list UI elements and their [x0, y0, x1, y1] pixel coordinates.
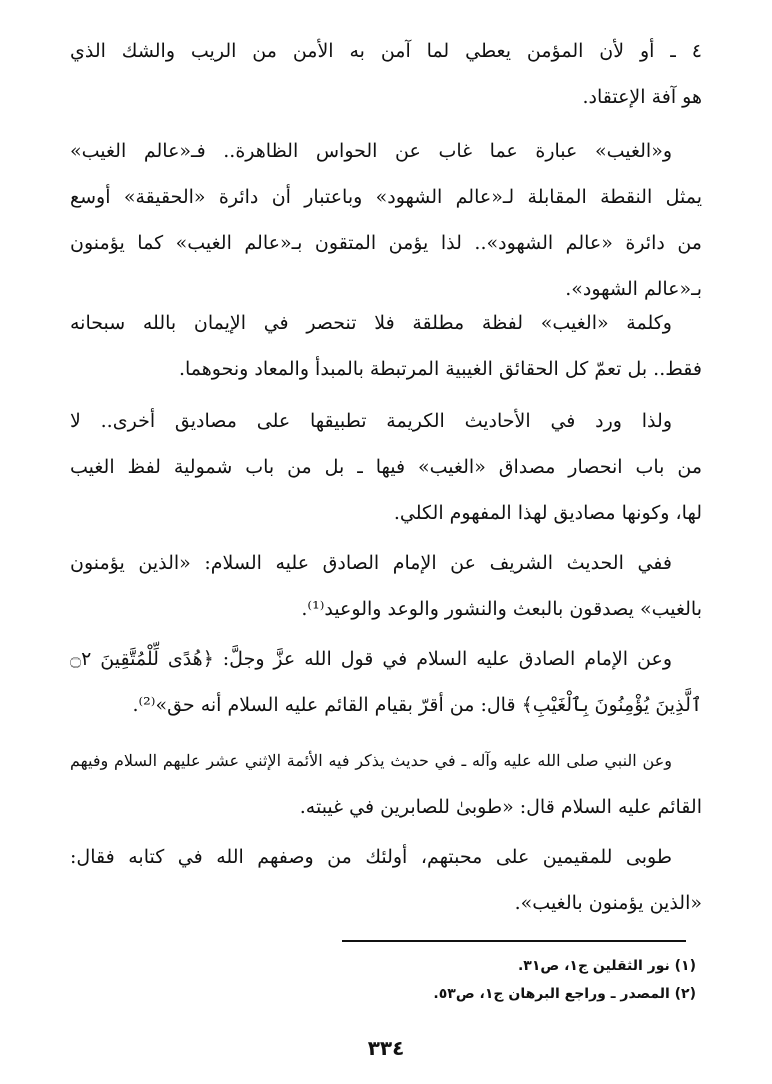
paragraph-line: «الذين يؤمنون بالغيب». — [514, 892, 702, 914]
paragraph-5 — [70, 540, 702, 632]
paragraph-line: ففي الحديث الشريف عن الإمام الصادق عليه السلام: «الذين يؤمنون — [70, 552, 672, 574]
paragraph-4 — [70, 398, 702, 536]
paragraph-line: ولذا ورد في الأحاديث الكريمة تطبيقها على مصاديق أخرى.. لا — [70, 410, 672, 432]
paragraph-1 — [70, 28, 702, 120]
paragraph-line: من دائرة «عالم الشهود».. لذا يؤمن المتقون بـ«عالم الغيب» كما يؤمنون — [70, 232, 702, 254]
paragraph-line: لها، وكونها مصاديق لهذا المفهوم الكلي. — [393, 502, 702, 524]
paragraph-line: من باب انحصار مصداق «الغيب» فيها ـ بل من باب شمولية لفظ الغيب — [70, 456, 702, 478]
page-number: ٣٣٤ — [367, 1036, 405, 1060]
paragraph-line: بـ«عالم الشهود». — [565, 278, 702, 300]
paragraph-line: وعن النبي صلى الله عليه وآله ـ في حديث يذكر فيه الأئمة الإثني عشر عليهم السلام وفيهم — [70, 751, 672, 770]
paragraph-line: ٱلَّذِينَ يُؤْمِنُونَ بِٱلْغَيْبِ﴾ قال: من أقرّ بقيام القائم عليه السلام أنه حق»⁽²⁾. — [132, 694, 702, 716]
paragraph-7 — [70, 738, 702, 830]
paragraph-line: طوبى للمقيمين على محبتهم، أولئك من وصفهم الله في كتابه فقال: — [70, 846, 672, 868]
footnote-divider — [342, 940, 686, 942]
paragraph-line: و«الغيب» عبارة عما غاب عن الحواس الظاهرة.. فـ«عالم الغيب» — [70, 140, 672, 162]
paragraph-line: هو آفة الإعتقاد. — [582, 86, 702, 108]
paragraph-line: فقط.. بل تعمّ كل الحقائق الغيبية المرتبطة بالمبدأ والمعاد ونحوهما. — [178, 358, 702, 380]
paragraph-line: القائم عليه السلام قال: «طوبىٰ للصابرين في غيبته. — [299, 796, 702, 818]
paragraph-line: يمثل النقطة المقابلة لـ«عالم الشهود» وباعتبار أن دائرة «الحقيقة» أوسع — [70, 186, 702, 208]
paragraph-line: ٤ ـ أو لأن المؤمن يعطي لما آمن به الأمن من الريب والشك الذي — [70, 40, 702, 62]
paragraph-line: وكلمة «الغيب» لفظة مطلقة فلا تنحصر في الإيمان بالله سبحانه — [70, 312, 672, 334]
paragraph-6 — [70, 636, 702, 728]
footnote-2: (٢) المصدر ـ وراجع البرهان ج١، ص٥٣. — [433, 986, 696, 1002]
paragraph-3 — [70, 300, 702, 392]
paragraph-2 — [70, 128, 702, 312]
footnote-1: (١) نور الثقلين ج١، ص٣١. — [517, 958, 696, 974]
paragraph-8 — [70, 834, 702, 926]
paragraph-line: بالغيب» يصدقون بالبعث والنشور والوعد والوعيد⁽¹⁾. — [301, 598, 702, 620]
paragraph-line: وعن الإمام الصادق عليه السلام في قول الله عزَّ وجلَّ: ﴿هُدًى لِّلْمُتَّقِينَ ۝٢ — [70, 648, 672, 670]
